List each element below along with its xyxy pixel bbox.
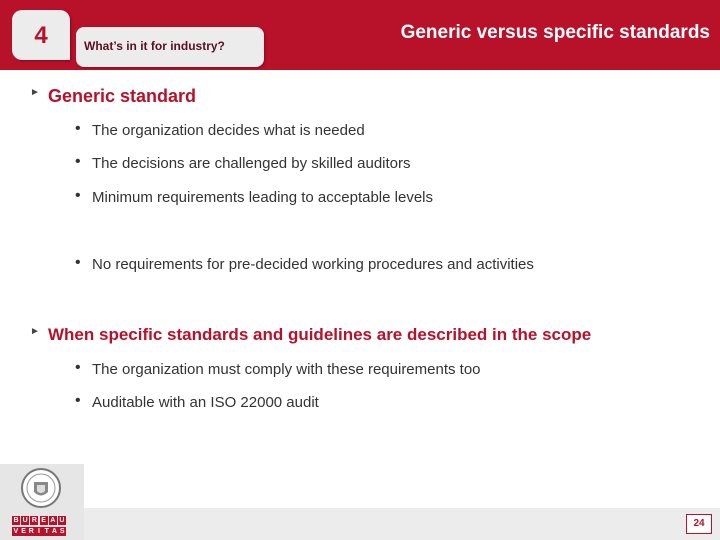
bullet-dot-icon: • (75, 120, 81, 137)
bullet-dot-icon: • (75, 254, 81, 271)
heading-text: Generic standard (48, 86, 197, 106)
bullet-text: Auditable with an ISO 22000 audit (92, 394, 319, 411)
heading-text: When specific standards and guidelines are described in the scope (48, 325, 592, 344)
bullet-dot-icon: • (75, 153, 81, 170)
footer-strip (0, 508, 720, 540)
arrow-bullet-icon: ► (30, 326, 40, 337)
bullet-text: The decisions are challenged by skilled auditors (92, 155, 411, 172)
bullet-text: Minimum requirements leading to acceptable levels (92, 189, 434, 206)
bullet-text: No requirements for pre-decided working procedures and activities (92, 256, 534, 273)
bullet-dot-icon: • (75, 359, 81, 376)
logo-wordmark-bottom: V E R I T A S (13, 528, 65, 535)
bureau-veritas-seal-icon (20, 466, 62, 510)
arrow-bullet-icon: ► (30, 87, 40, 98)
bullet-text: The organization must comply with these requirements too (92, 361, 481, 378)
bullet-text: The organization decides what is needed (92, 122, 365, 139)
bullet-dot-icon: • (75, 187, 81, 204)
section-number: 4 (34, 22, 48, 49)
slide-title: Generic versus specific standards (400, 22, 710, 43)
page-number: 24 (686, 514, 712, 534)
bullet-dot-icon: • (75, 392, 81, 409)
logo-wordmark-top: B U R E A U (13, 517, 65, 524)
section-label: What’s in it for industry? (84, 39, 225, 53)
